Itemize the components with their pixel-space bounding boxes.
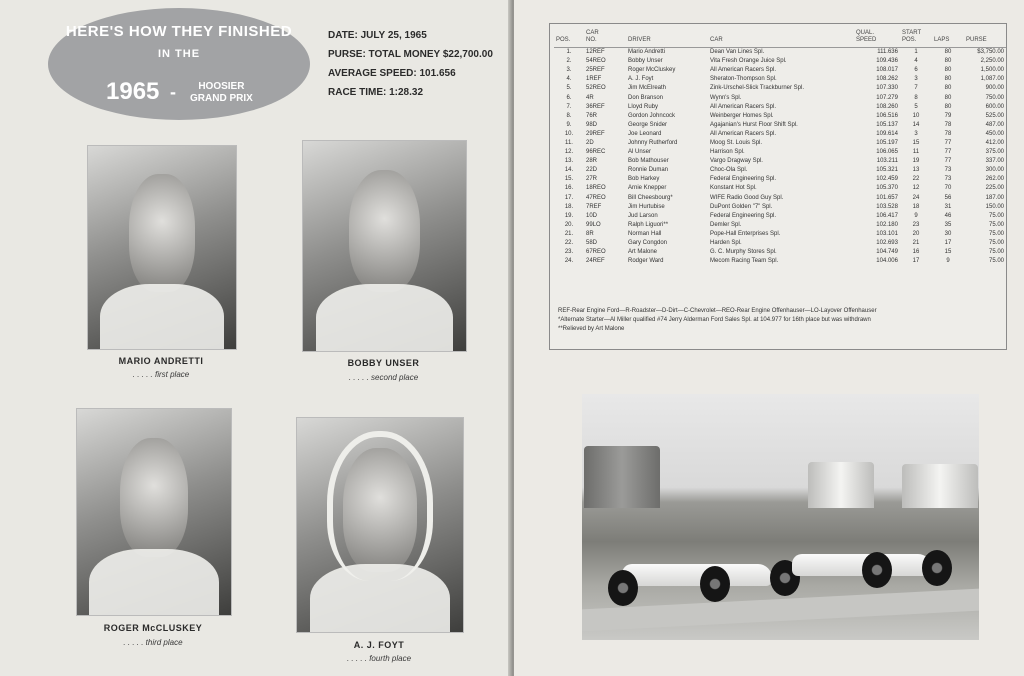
cell-pos: 6.: [566, 94, 572, 101]
cell-laps: 56: [944, 194, 952, 201]
cell-car: Harden Spl.: [710, 240, 742, 247]
cell-laps: 77: [944, 158, 952, 165]
col-start-pos: [900, 30, 932, 48]
driver-name-2: BOBBY UNSER: [347, 358, 420, 368]
cell-pos: 9.: [566, 121, 572, 128]
cell-driver: Roger McCluskey: [628, 67, 676, 74]
cell-driver: Don Branson: [628, 94, 664, 101]
cell-qual-speed: 104.749: [876, 249, 898, 256]
cell-driver: A. J. Foyt: [628, 76, 654, 83]
cell-car: Sheraton-Thompson Spl.: [710, 76, 777, 83]
cell-qual-speed: 105.137: [876, 121, 898, 128]
cell-driver: Jud Larson: [628, 212, 658, 219]
cell-purse: 75.00: [988, 221, 1004, 228]
cell-laps: 80: [944, 67, 952, 74]
cell-car-no: 25REF: [586, 67, 605, 74]
cell-qual-speed: 102.180: [876, 221, 898, 228]
cell-start-pos: 3: [914, 130, 918, 137]
cell-pos: 16.: [564, 185, 574, 192]
race-date: DATE: JULY 25, 1965: [328, 30, 427, 41]
cell-car: Choc-Ola Spl.: [710, 167, 748, 174]
cell-car: Vita Fresh Orange Juice Spl.: [710, 58, 787, 65]
title-dash: -: [170, 82, 176, 102]
cell-purse: 337.00: [985, 158, 1004, 165]
results-notes: [558, 307, 1006, 334]
race-avg-speed: AVERAGE SPEED: 101.656: [328, 68, 456, 79]
cell-car: Konstant Hot Spl.: [710, 185, 757, 192]
cell-pos: 12.: [564, 149, 574, 156]
cell-start-pos: 4: [914, 58, 918, 65]
cell-start-pos: 18: [912, 203, 920, 210]
table-row: [554, 93, 1006, 102]
table-row: [554, 112, 1006, 121]
cell-pos: 22.: [564, 240, 574, 247]
cell-purse: 2,250.00: [980, 58, 1004, 65]
cell-purse: 412.00: [985, 139, 1004, 146]
cell-car-no: 8R: [586, 230, 594, 237]
cell-pos: 5.: [566, 85, 572, 92]
cell-purse: 1,500.00: [980, 67, 1004, 74]
cell-start-pos: 13: [912, 167, 920, 174]
table-row: [554, 230, 1006, 239]
cell-qual-speed: 108.260: [876, 103, 898, 110]
cell-purse: 225.00: [985, 185, 1004, 192]
cell-qual-speed: 103.528: [876, 203, 898, 210]
cell-car: Pope-Hall Enterprises Spl.: [710, 230, 781, 237]
race-purse: PURSE: TOTAL MONEY $22,700.00: [328, 49, 493, 60]
cell-qual-speed: 108.262: [876, 76, 898, 83]
results-table: [554, 30, 1006, 266]
cell-start-pos: 12: [912, 185, 920, 192]
driver-place-4: . . . . . fourth place: [346, 654, 412, 663]
cell-qual-speed: 103.211: [876, 158, 898, 165]
cell-driver: Rodger Ward: [628, 258, 664, 265]
storage-tank-shape: [584, 446, 660, 508]
cell-laps: 80: [944, 58, 952, 65]
cell-start-pos: 9: [914, 212, 918, 219]
table-row: [554, 248, 1006, 257]
cell-purse: 300.00: [985, 167, 1004, 174]
gp-line1: HOOSIER: [198, 81, 245, 92]
cell-qual-speed: 106.417: [876, 212, 898, 219]
cell-purse: 75.00: [988, 230, 1004, 237]
cell-driver: Norman Hall: [628, 230, 662, 237]
cell-car: Dean Van Lines Spl.: [710, 49, 765, 56]
table-row: [554, 66, 1006, 75]
cell-start-pos: 7: [914, 85, 918, 92]
cell-qual-speed: 109.614: [876, 130, 898, 137]
cell-laps: 80: [944, 76, 952, 83]
cell-qual-speed: 104.006: [876, 258, 898, 265]
cell-driver: Ronnie Duman: [628, 167, 669, 174]
table-row: [554, 175, 1006, 184]
cell-qual-speed: 106.516: [876, 112, 898, 119]
cell-car: All American Racers Spl.: [710, 130, 777, 137]
cell-purse: 75.00: [988, 240, 1004, 247]
cell-pos: 15.: [564, 176, 574, 183]
cell-car-no: 18REO: [586, 185, 606, 192]
cell-purse: 487.00: [985, 121, 1004, 128]
cell-driver: Al Unser: [628, 149, 652, 156]
table-row: [554, 139, 1006, 148]
cell-qual-speed: 105.321: [876, 167, 898, 174]
table-row: [554, 221, 1006, 230]
cell-qual-speed: 105.370: [876, 185, 898, 192]
cell-purse: 450.00: [985, 130, 1004, 137]
wheel-shape: [922, 550, 952, 586]
alternate-note: *Alternate Starter—Al Miller qualified #74 Jerry Alderman Ford Sales Spl. at 104.977 for 16th place but was withdrawn: [558, 317, 871, 323]
cell-car: Moog St. Louis Spl.: [710, 139, 763, 146]
cell-laps: 15: [944, 249, 952, 256]
table-row: [554, 148, 1006, 157]
relieved-note: **Relieved by Art Malone: [558, 326, 625, 332]
face-shape: [129, 174, 194, 292]
cell-pos: 2.: [566, 58, 572, 65]
cell-start-pos: 17: [912, 258, 920, 265]
cell-qual-speed: 102.693: [876, 240, 898, 247]
table-row: [554, 257, 1006, 266]
title-oval: [48, 8, 310, 120]
cell-qual-speed: 103.101: [876, 230, 898, 237]
col-start-2: POS.: [902, 37, 917, 43]
driver-photo-unser: [302, 140, 467, 352]
cell-start-pos: 21: [912, 240, 920, 247]
cell-start-pos: 19: [912, 158, 920, 165]
storage-tank-shape: [808, 462, 874, 508]
col-car-no-2: NO.: [586, 37, 597, 43]
cell-driver: George Snider: [628, 121, 668, 128]
cell-qual-speed: 111.636: [877, 49, 898, 56]
cell-start-pos: 23: [912, 221, 920, 228]
cell-purse: 750.00: [985, 94, 1004, 101]
face-shape: [120, 438, 188, 557]
table-row: [554, 157, 1006, 166]
wheel-shape: [862, 552, 892, 588]
race-car-shape: [622, 564, 772, 586]
cell-pos: 23.: [564, 249, 574, 256]
cell-car: Federal Engineering Spl.: [710, 212, 777, 219]
cell-qual-speed: 107.330: [876, 85, 898, 92]
driver-name-3: ROGER McCLUSKEY: [103, 623, 203, 633]
cell-car-no: 98D: [586, 121, 598, 128]
cell-pos: 24.: [564, 258, 574, 265]
table-row: [554, 130, 1006, 139]
cell-driver: Bob Harkey: [628, 176, 660, 183]
cell-start-pos: 15: [912, 139, 920, 146]
cell-start-pos: 5: [914, 103, 918, 110]
shoulders-shape: [100, 284, 224, 350]
cell-qual-speed: 102.459: [876, 176, 898, 183]
cell-car-no: 67REO: [586, 249, 606, 256]
table-row: [554, 84, 1006, 93]
cell-purse: 375.00: [985, 149, 1004, 156]
cell-purse: 1,087.00: [980, 76, 1004, 83]
results-table-box: [549, 23, 1007, 350]
cell-laps: 78: [944, 121, 952, 128]
cell-driver: Gordon Johncock: [628, 112, 676, 119]
table-row: [554, 239, 1006, 248]
cell-purse: $3,750.00: [977, 49, 1004, 56]
cell-driver: Mario Andretti: [628, 49, 666, 56]
cell-start-pos: 10: [912, 112, 920, 119]
cell-qual-speed: 101.657: [876, 194, 898, 201]
cell-purse: 75.00: [988, 249, 1004, 256]
col-car-no: [584, 30, 626, 48]
cell-laps: 79: [944, 112, 952, 119]
title-line1: HERE'S HOW THEY FINISHED: [65, 23, 293, 40]
driver-photo-foyt: [296, 417, 464, 633]
shoulders-shape: [310, 564, 449, 633]
cell-purse: 75.00: [988, 258, 1004, 265]
cell-start-pos: 1: [914, 49, 918, 56]
cell-driver: Ralph Liguori**: [628, 221, 669, 228]
cell-start-pos: 20: [912, 230, 920, 237]
cell-driver: Bob Mathouser: [628, 158, 669, 165]
cell-car-no: 76R: [586, 112, 598, 119]
cell-car: Vargo Dragway Spl.: [710, 158, 763, 165]
table-row: [554, 57, 1006, 66]
cell-qual-speed: 107.279: [876, 94, 898, 101]
cell-laps: 46: [944, 212, 952, 219]
cell-purse: 262.00: [985, 176, 1004, 183]
driver-photo-andretti: [87, 145, 237, 350]
legend-note: REF-Rear Engine Ford—R-Roadster—D-Dirt—C-Chevrolet—REO-Rear Engine Offenhauser—LO-Layover Offenhauser: [558, 308, 877, 314]
shoulders-shape: [89, 549, 218, 616]
results-header-row: [554, 30, 1006, 48]
table-row: [554, 103, 1006, 112]
driver-name-1: MARIO ANDRETTI: [118, 356, 204, 366]
cell-qual-speed: 105.197: [876, 139, 898, 146]
cell-car: WIFE Radio Good Guy Spl.: [710, 194, 784, 201]
cell-start-pos: 24: [912, 194, 920, 201]
cell-car-no: 1REF: [586, 76, 602, 83]
cell-start-pos: 3: [914, 76, 918, 83]
race-time: RACE TIME: 1:28.32: [328, 87, 424, 98]
cell-pos: 3.: [566, 67, 572, 74]
cell-laps: 80: [944, 103, 952, 110]
title-year: 1965: [106, 78, 160, 105]
cell-car: Demler Spl.: [710, 221, 742, 228]
cell-pos: 21.: [564, 230, 574, 237]
cell-car: Agajanian's Hurst Floor Shift Spl.: [710, 121, 798, 128]
cell-car-no: 2D: [586, 139, 594, 146]
cell-car: All American Racers Spl.: [710, 67, 777, 74]
table-row: [554, 121, 1006, 130]
cell-laps: 73: [944, 176, 952, 183]
col-car-no-1: CAR: [586, 30, 599, 36]
cell-car: All American Racers Spl.: [710, 103, 777, 110]
cell-car-no: 24REF: [586, 258, 605, 265]
col-laps: LAPS: [932, 30, 964, 48]
cell-driver: Bill Cheesbourg*: [628, 194, 673, 201]
col-qual-speed: [854, 30, 900, 48]
cell-car-no: 28R: [586, 158, 598, 165]
cell-start-pos: 11: [912, 149, 920, 156]
wheel-shape: [608, 570, 638, 606]
cell-car-no: 4R: [586, 94, 594, 101]
cell-driver: Jim Hurtubise: [628, 203, 665, 210]
driver-place-3: . . . . . third place: [123, 638, 183, 647]
cell-start-pos: 16: [912, 249, 920, 256]
cell-car-no: 54REO: [586, 58, 606, 65]
results-body: [554, 48, 1006, 267]
cell-car-no: 29REF: [586, 130, 605, 137]
driver-photo-mccluskey: [76, 408, 232, 616]
cell-driver: Jim McElreath: [628, 85, 667, 92]
cell-laps: 17: [944, 240, 952, 247]
cell-pos: 20.: [564, 221, 574, 228]
cell-car: Harrison Spl.: [710, 149, 745, 156]
cell-laps: 77: [944, 149, 952, 156]
cell-driver: Johnny Rutherford: [628, 139, 678, 146]
cell-car-no: 27R: [586, 176, 598, 183]
cell-laps: 80: [944, 94, 952, 101]
cell-laps: 78: [944, 130, 952, 137]
cell-pos: 10.: [564, 130, 574, 137]
cell-car-no: 47REO: [586, 194, 606, 201]
cell-driver: Gary Congdon: [628, 240, 668, 247]
cell-car-no: 36REF: [586, 103, 605, 110]
cell-laps: 80: [944, 49, 952, 56]
cell-car-no: 10D: [586, 212, 598, 219]
cell-car: Mecom Racing Team Spl.: [710, 258, 779, 265]
cell-pos: 14.: [564, 167, 574, 174]
cell-laps: 73: [944, 167, 952, 174]
cell-car-no: 22D: [586, 167, 598, 174]
face-shape: [349, 170, 421, 292]
shoulders-shape: [316, 284, 453, 352]
col-car: CAR: [708, 30, 854, 48]
cell-car-no: 96REC: [586, 149, 606, 156]
table-row: [554, 212, 1006, 221]
cell-start-pos: 22: [912, 176, 920, 183]
cell-qual-speed: 109.436: [876, 58, 898, 65]
cell-car: Zink-Urschel-Slick Trackburner Spl.: [710, 85, 805, 92]
gp-line2: GRAND PRIX: [190, 93, 253, 104]
face-shape: [343, 448, 416, 572]
cell-driver: Joe Leonard: [628, 130, 662, 137]
cell-driver: Arnie Knepper: [628, 185, 667, 192]
cell-car-no: 12REF: [586, 49, 605, 56]
cell-car-no: 99LO: [586, 221, 601, 228]
cell-car-no: 58D: [586, 240, 598, 247]
storage-tank-shape: [902, 464, 978, 508]
cell-driver: Art Malone: [628, 249, 658, 256]
cell-pos: 18.: [564, 203, 574, 210]
driver-place-1: . . . . . first place: [132, 370, 190, 379]
cell-pos: 1.: [566, 49, 572, 56]
cell-laps: 35: [944, 221, 952, 228]
cell-pos: 4.: [566, 76, 572, 83]
table-row: [554, 48, 1006, 58]
cell-pos: 7.: [566, 103, 572, 110]
col-qual-1: QUAL.: [856, 30, 875, 36]
driver-place-2: . . . . . second place: [348, 373, 419, 382]
cell-pos: 19.: [564, 212, 574, 219]
table-row: [554, 166, 1006, 175]
cell-pos: 13.: [564, 158, 574, 165]
col-driver: DRIVER: [626, 30, 708, 48]
cell-qual-speed: 108.017: [876, 67, 898, 74]
cell-purse: 150.00: [985, 203, 1004, 210]
col-purse: PURSE: [964, 30, 1006, 48]
table-row: [554, 75, 1006, 84]
col-pos: POS.: [554, 30, 584, 48]
race-info: [328, 26, 493, 102]
cell-car: G. C. Murphy Stores Spl.: [710, 249, 777, 256]
cell-qual-speed: 106.065: [876, 149, 898, 156]
cell-car: DuPont Golden "7" Spl.: [710, 203, 773, 210]
table-row: [554, 194, 1006, 203]
title-line2: IN THE: [157, 48, 201, 60]
cell-purse: 525.00: [985, 112, 1004, 119]
cell-car: Federal Engineering Spl.: [710, 176, 777, 183]
cell-pos: 11.: [565, 139, 573, 146]
col-qual-2: SPEED: [856, 37, 877, 43]
cell-car: Weinberger Homes Spl.: [710, 112, 774, 119]
cell-pos: 8.: [566, 112, 572, 119]
cell-car: Wynn's Spl.: [710, 94, 742, 101]
cell-pos: 17.: [564, 194, 574, 201]
cell-laps: 9: [946, 258, 950, 265]
cell-start-pos: 14: [912, 121, 920, 128]
cell-laps: 31: [944, 203, 952, 210]
cell-car-no: 7REF: [586, 203, 602, 210]
cell-driver: Bobby Unser: [628, 58, 663, 65]
cell-laps: 80: [944, 85, 952, 92]
cell-purse: 187.00: [985, 194, 1004, 201]
title-grand-prix: [190, 81, 253, 105]
cell-start-pos: 6: [914, 67, 918, 74]
cell-purse: 900.00: [985, 85, 1004, 92]
cell-laps: 70: [944, 185, 952, 192]
cell-driver: Lloyd Ruby: [628, 103, 659, 110]
table-row: [554, 184, 1006, 193]
cell-start-pos: 8: [914, 94, 918, 101]
table-row: [554, 203, 1006, 212]
race-photo: [582, 394, 979, 640]
wheel-shape: [700, 566, 730, 602]
driver-name-4: A. J. FOYT: [353, 640, 405, 650]
cell-purse: 600.00: [985, 103, 1004, 110]
col-start-1: START: [902, 30, 922, 36]
cell-car-no: 52REO: [586, 85, 606, 92]
cell-laps: 77: [944, 139, 952, 146]
cell-laps: 30: [944, 230, 952, 237]
cell-purse: 75.00: [988, 212, 1004, 219]
